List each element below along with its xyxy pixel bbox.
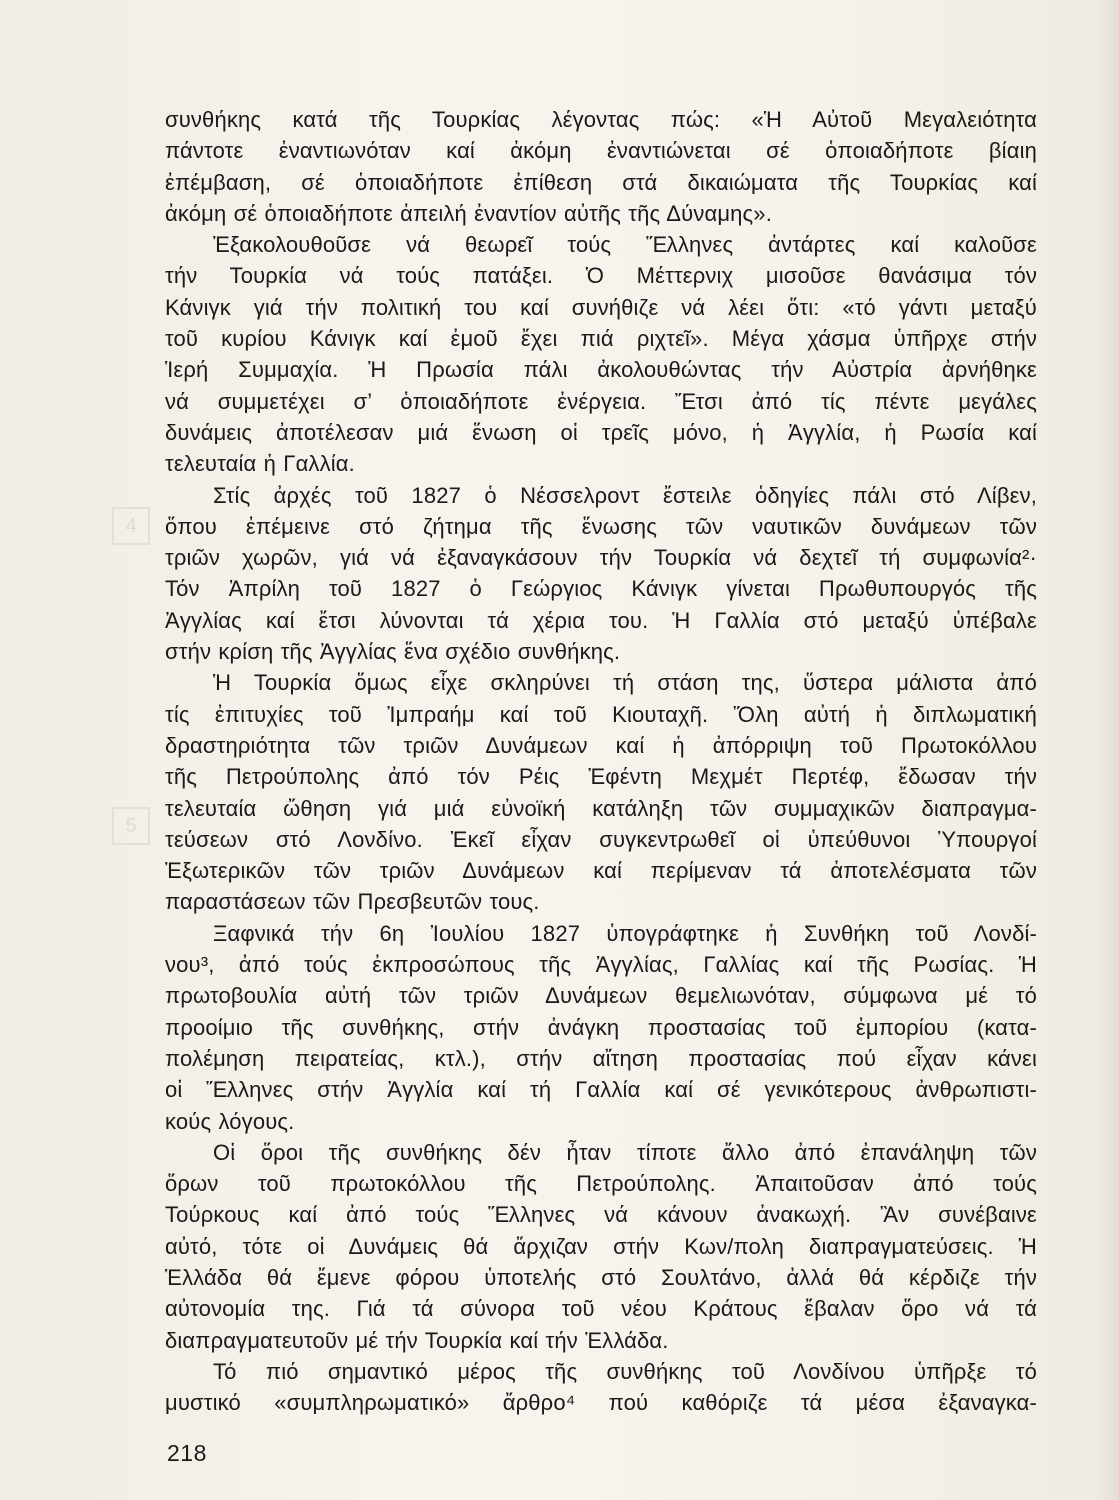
- text-line: δυνάμεις ἀποτέλεσαν μιά ἕνωση οἱ τρεῖς μόνο, ἡ Ἀγγλία, ἡ Ρωσία καί: [165, 419, 1037, 445]
- page-edge-shadow: [1097, 0, 1119, 1500]
- text-line: τριῶν χωρῶν, γιά νά ἐξαναγκάσουν τήν Τουρκία νά δεχτεῖ τή συμφωνία²·: [165, 545, 1037, 571]
- text-line: Ἡ Τουρκία ὅμως εἶχε σκληρύνει τή στάση της, ὕστερα μάλιστα ἀπό: [213, 670, 1037, 696]
- text-line: παραστάσεων τῶν Πρεσβευτῶν τους.: [165, 889, 540, 915]
- text-line: πάντοτε ἐναντιωνόταν καί ἀκόμη ἐναντιώνεται σέ ὁποιαδήποτε βίαιη: [165, 138, 1037, 164]
- text-line: νά συμμετέχει σ’ ὁποιαδήποτε ἐνέργεια. Ἔτσι ἀπό τίς πέντε μεγάλες: [165, 388, 1037, 414]
- text-line: Οἱ ὅροι τῆς συνθήκης δέν ἦταν τίποτε ἄλλο ἀπό ἐπανάληψη τῶν: [213, 1139, 1037, 1165]
- text-line: τελευταία ἡ Γαλλία.: [165, 451, 355, 477]
- text-line: Ἐξακολουθοῦσε νά θεωρεῖ τούς Ἕλληνες ἀντάρτες καί καλοῦσε: [213, 232, 1037, 258]
- text-line: ὅρων τοῦ πρωτοκόλλου τῆς Πετρούπολης. Ἀπαιτοῦσαν ἀπό τούς: [165, 1171, 1037, 1197]
- text-line: ἀκόμη σέ ὁποιαδήποτε ἀπειλή ἐναντίον αὐτῆς τῆς Δύναμης».: [165, 200, 772, 226]
- text-line: τοῦ κυρίου Κάνιγκ καί ἐμοῦ ἔχει πιά ριχτεῖ». Μέγα χάσμα ὑπῆρχε στήν: [165, 326, 1037, 352]
- body-text: [165, 104, 1037, 1418]
- text-line: πρωτοβουλία αὐτή τῶν τριῶν Δυνάμεων θεμελιωνόταν, σύμφωνα μέ τό: [165, 983, 1037, 1009]
- text-line: πολέμηση πειρατείας, κτλ.), στήν αἴτηση προστασίας πού εἶχαν κάνει: [165, 1045, 1037, 1071]
- bleed-through-mark: 5: [112, 807, 150, 845]
- text-line: τίς ἐπιτυχίες τοῦ Ἰμπραήμ καί τοῦ Κιουταχῆ. Ὅλη αὐτή ἡ διπλωματική: [165, 701, 1037, 727]
- text-line: ἐπέμβαση, σέ ὁποιαδήποτε ἐπίθεση στά δικαιώματα τῆς Τουρκίας καί: [165, 169, 1037, 195]
- text-line: αὐτό, τότε οἱ Δυνάμεις θά ἄρχιζαν στήν Κων/πολη διαπραγματεύσεις. Ἡ: [165, 1233, 1037, 1259]
- text-line: Ἐξωτερικῶν τῶν τριῶν Δυνάμεων καί περίμεναν τά ἀποτελέσματα τῶν: [165, 858, 1037, 884]
- text-line: οἱ Ἕλληνες στήν Ἀγγλία καί τή Γαλλία καί σέ γενικότερους ἀνθρωπιστι-: [165, 1077, 1037, 1103]
- text-line: Ἱερή Συμμαχία. Ἡ Πρωσία πάλι ἀκολουθώντας τήν Αὐστρία ἀρνήθηκε: [165, 357, 1037, 383]
- text-line: στήν κρίση τῆς Ἀγγλίας ἕνα σχέδιο συνθήκης.: [165, 639, 621, 665]
- page-number: 218: [167, 1440, 207, 1466]
- text-line: τελευταία ὤθηση γιά μιά εὐνοϊκή κατάληξη τῶν συμμαχικῶν διαπραγμα-: [165, 795, 1037, 821]
- text-line: μυστικό «συμπληρωματικό» ἄρθρο⁴ πού καθόριζε τά μέσα ἐξαναγκα-: [165, 1390, 1037, 1416]
- text-line: διαπραγματευτοῦν μέ τήν Τουρκία καί τήν Ἑλλάδα.: [165, 1327, 669, 1353]
- text-line: ὅπου ἐπέμεινε στό ζήτημα τῆς ἕνωσης τῶν ναυτικῶν δυνάμεων τῶν: [165, 513, 1037, 539]
- text-line: κούς λόγους.: [165, 1108, 295, 1134]
- text-line: συνθήκης κατά τῆς Τουρκίας λέγοντας πώς: «Ἡ Αὐτοῦ Μεγαλειότητα: [165, 107, 1037, 132]
- text-line: αὐτονομία της. Γιά τά σύνορα τοῦ νέου Κράτους ἔβαλαν ὅρο νά τά: [165, 1296, 1037, 1322]
- text-line: τῆς Πετρούπολης ἀπό τόν Ρέις Ἐφέντη Μεχμέτ Περτέφ, ἔδωσαν τήν: [165, 764, 1037, 790]
- text-line: προοίμιο τῆς συνθήκης, στήν ἀνάγκη προστασίας τοῦ ἐμπορίου (κατα-: [165, 1014, 1037, 1040]
- text-line: Στίς ἀρχές τοῦ 1827 ὁ Νέσσελροντ ἔστειλε ὁδηγίες πάλι στό Λίβεν,: [213, 482, 1037, 508]
- text-line: νου³, ἀπό τούς ἐκπροσώπους τῆς Ἀγγλίας, Γαλλίας καί τῆς Ρωσίας. Ἡ: [165, 952, 1037, 978]
- text-line: δραστηριότητα τῶν τριῶν Δυνάμεων καί ἡ ἀπόρριψη τοῦ Πρωτοκόλλου: [165, 732, 1037, 758]
- text-line: τεύσεων στό Λονδίνο. Ἐκεῖ εἶχαν συγκεντρωθεῖ οἱ ὑπεύθυνοι Ὑπουργοί: [165, 826, 1037, 852]
- text-line: τήν Τουρκία νά τούς πατάξει. Ὁ Μέττερνιχ μισοῦσε θανάσιμα τόν: [165, 263, 1037, 289]
- bleed-through-mark: 4: [112, 507, 150, 545]
- text-line: Τό πιό σημαντικό μέρος τῆς συνθήκης τοῦ Λονδίνου ὑπῆρξε τό: [213, 1358, 1037, 1384]
- text-line: Τούρκους καί ἀπό τούς Ἕλληνες νά κάνουν ἀνακωχή. Ἂν συνέβαινε: [165, 1202, 1037, 1228]
- text-line: Ξαφνικά τήν 6η Ἰουλίου 1827 ὑπογράφτηκε ἡ Συνθήκη τοῦ Λονδί-: [213, 920, 1037, 946]
- text-line: Ἑλλάδα θά ἔμενε φόρου ὑποτελής στό Σουλτάνο, ἀλλά θά κέρδιζε τήν: [165, 1264, 1037, 1290]
- text-line: Ἀγγλίας καί ἔτσι λύνονται τά χέρια του. Ἡ Γαλλία στό μεταξύ ὑπέβαλε: [165, 607, 1037, 633]
- text-line: Τόν Ἀπρίλη τοῦ 1827 ὁ Γεώργιος Κάνιγκ γίνεται Πρωθυπουργός τῆς: [165, 576, 1037, 602]
- text-line: Κάνιγκ γιά τήν πολιτική του καί συνήθιζε νά λέει ὅτι: «τό γάντι μεταξύ: [165, 294, 1037, 320]
